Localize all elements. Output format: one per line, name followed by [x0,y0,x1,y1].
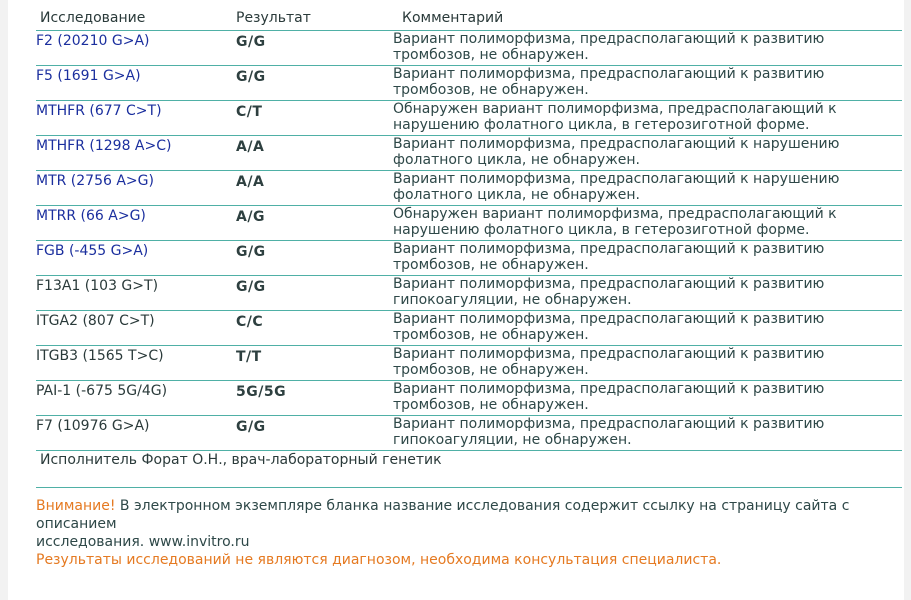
test-result: T/T [236,349,262,365]
comment-line: Вариант полиморфизма, предрасполагающий к нарушению [393,171,840,187]
test-name[interactable]: F2 (20210 G>A) [36,33,150,49]
comment-line: фолатного цикла, не обнаружен. [393,187,640,203]
test-name: F7 (10976 G>A) [36,418,150,434]
test-comment [393,311,833,343]
test-name: F13A1 (103 G>T) [36,278,159,294]
comment-line: гипокоагуляции, не обнаружен. [393,292,632,308]
test-result: G/G [236,34,266,50]
comment-line: Обнаружен вариант полиморфизма, предрасполагающий к [393,101,837,117]
comment-line: Вариант полиморфизма, предрасполагающий к развитию [393,31,825,47]
comment-line: тромбозов, не обнаружен. [393,362,589,378]
header-comment: Комментарий [402,10,504,26]
comment-line: Вариант полиморфизма, предрасполагающий к развитию [393,311,825,327]
table-row [8,345,904,380]
comment-line: нарушению фолатного цикла, в гетерозиготной форме. [393,222,810,238]
comment-line: фолатного цикла, не обнаружен. [393,152,640,168]
comment-line: Вариант полиморфизма, предрасполагающий к нарушению [393,136,840,152]
table-row [8,310,904,345]
table-row [8,240,904,275]
test-result: A/A [236,139,265,155]
header-test: Исследование [40,10,146,26]
test-name[interactable]: MTHFR (677 C>T) [36,103,162,119]
test-result: A/A [236,174,265,190]
test-comment [393,276,833,308]
comment-line: тромбозов, не обнаружен. [393,397,589,413]
table-row [8,135,904,170]
test-result: G/G [236,279,266,295]
table-row [8,170,904,205]
comment-line: Обнаружен вариант полиморфизма, предрасполагающий к [393,206,837,222]
divider [36,487,902,488]
test-name: PAI-1 (-675 5G/4G) [36,383,168,399]
disclaimer: Результаты исследований не являются диагнозом, необходима консультация специалиста. [36,552,722,568]
test-result: C/T [236,104,263,120]
test-name[interactable]: MTHFR (1298 A>C) [36,138,172,154]
test-result: A/G [236,209,265,225]
test-result: 5G/5G [236,384,287,400]
comment-line: тромбозов, не обнаружен. [393,82,589,98]
test-comment [393,66,833,98]
table-row [8,205,904,240]
test-name: ITGA2 (807 C>T) [36,313,155,329]
comment-line: гипокоагуляции, не обнаружен. [393,432,632,448]
executor-line: Исполнитель Форат О.Н., врач-лабораторный генетик [40,452,442,468]
test-comment [393,416,833,448]
test-result: G/G [236,244,266,260]
test-comment [393,136,840,168]
test-name[interactable]: FGB (-455 G>A) [36,243,149,259]
comment-line: тромбозов, не обнаружен. [393,47,589,63]
notice-text: В электронном экземпляре бланка название исследования содержит ссылку на страницу сайта с описанием [36,498,850,532]
notice [36,497,896,569]
table-header [8,8,904,30]
header-result: Результат [236,10,311,26]
comment-line: Вариант полиморфизма, предрасполагающий к развитию [393,276,825,292]
comment-line: Вариант полиморфизма, предрасполагающий к развитию [393,416,825,432]
table-row [8,30,904,65]
table-row [8,275,904,310]
table-row [8,415,904,450]
table-row [8,380,904,415]
comment-line: Вариант полиморфизма, предрасполагающий к развитию [393,346,825,362]
comment-line: Вариант полиморфизма, предрасполагающий к развитию [393,66,825,82]
test-result: G/G [236,69,266,85]
divider [36,450,902,451]
test-comment [393,171,840,203]
test-comment [393,31,833,63]
test-result: C/C [236,314,264,330]
table-row [8,100,904,135]
warning-label: Внимание! [36,498,116,514]
test-comment [393,206,837,238]
test-name[interactable]: F5 (1691 G>A) [36,68,141,84]
comment-line: тромбозов, не обнаружен. [393,327,589,343]
test-result: G/G [236,419,266,435]
comment-line: Вариант полиморфизма, предрасполагающий к развитию [393,241,825,257]
notice-link-line[interactable]: исследования. www.invitro.ru [36,534,250,550]
test-comment [393,381,833,413]
lab-report-page [8,0,904,600]
test-comment [393,101,837,133]
comment-line: нарушению фолатного цикла, в гетерозиготной форме. [393,117,810,133]
test-comment [393,346,833,378]
test-name[interactable]: MTRR (66 A>G) [36,208,146,224]
table-row [8,65,904,100]
comment-line: тромбозов, не обнаружен. [393,257,589,273]
test-comment [393,241,833,273]
comment-line: Вариант полиморфизма, предрасполагающий к развитию [393,381,825,397]
test-name[interactable]: MTR (2756 A>G) [36,173,154,189]
test-name: ITGB3 (1565 T>C) [36,348,164,364]
